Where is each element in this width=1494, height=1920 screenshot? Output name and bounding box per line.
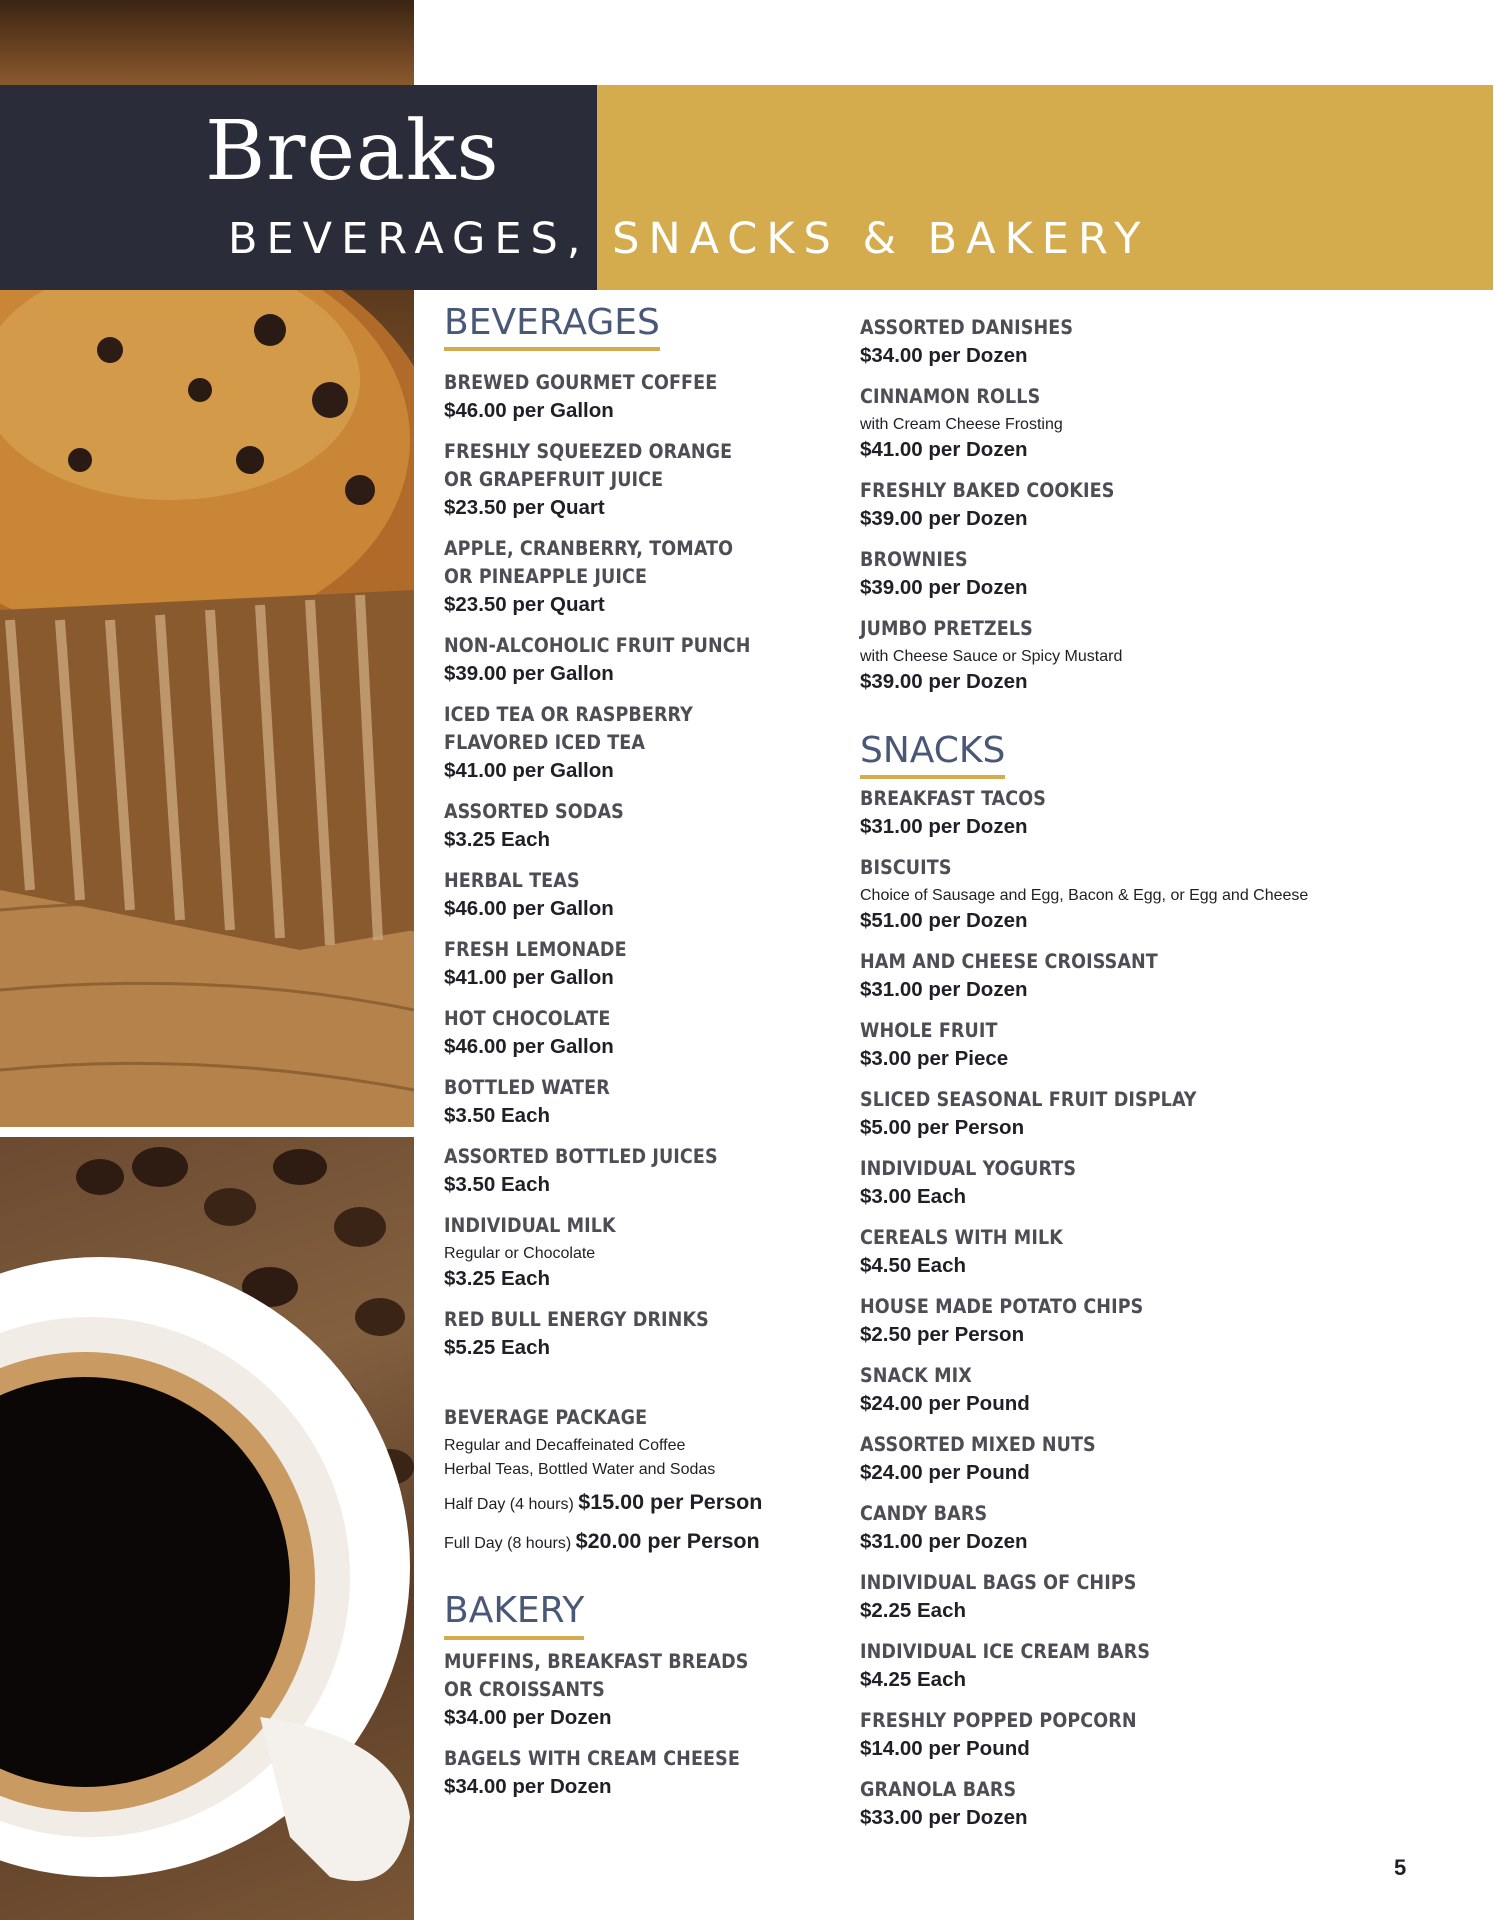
menu-item-name: WHOLE FRUIT <box>860 1019 998 1043</box>
menu-item-name: FRESHLY BAKED COOKIES <box>860 479 1115 502</box>
package-full-label: Full Day (8 hours) <box>444 1535 572 1553</box>
menu-item <box>860 1569 1490 1625</box>
menu-item-price: $3.25 Each <box>444 1267 550 1291</box>
package-half-label: Half Day (4 hours) <box>444 1496 574 1514</box>
package-half-day <box>444 1484 824 1523</box>
beverages-list <box>444 369 824 1362</box>
muffin-photo <box>0 290 414 1127</box>
menu-item-name: BREWED GOURMET COFFEE <box>444 371 718 395</box>
menu-item-description: Regular or Chocolate <box>444 1245 596 1263</box>
menu-item-price: $3.00 Each <box>860 1185 966 1209</box>
menu-item-name: FRESHLY POPPED POPCORN <box>860 1709 1137 1733</box>
menu-item-name: ASSORTED DANISHES <box>860 316 1074 339</box>
right-column <box>860 314 1490 1832</box>
menu-item-price: $3.00 per Piece <box>860 1047 1009 1071</box>
menu-item-name: CEREALS WITH MILK <box>860 1226 1063 1250</box>
menu-item-price: $51.00 per Dozen <box>860 909 1028 933</box>
menu-item-price: $3.25 Each <box>444 828 550 852</box>
menu-item-name: INDIVIDUAL BAGS OF CHIPS <box>860 1571 1137 1595</box>
menu-item <box>444 632 824 688</box>
menu-item-name: BROWNIES <box>860 548 968 571</box>
menu-item-name: APPLE, CRANBERRY, TOMATO OR PINEAPPLE JUICE <box>444 537 734 589</box>
menu-item <box>444 867 824 923</box>
top-photo-strip <box>0 0 414 86</box>
menu-item <box>860 1776 1490 1832</box>
menu-item <box>444 1648 824 1732</box>
menu-item <box>860 1500 1490 1556</box>
menu-item-description: with Cheese Sauce or Spicy Mustard <box>860 648 1123 665</box>
menu-item-price: $46.00 per Gallon <box>444 897 614 921</box>
menu-item <box>444 1005 824 1061</box>
menu-item <box>444 1745 824 1801</box>
menu-item-name: HAM AND CHEESE CROISSANT <box>860 950 1158 974</box>
menu-item-name: CANDY BARS <box>860 1502 988 1526</box>
menu-item-price: $5.25 Each <box>444 1336 550 1360</box>
bakery-heading: BAKERY <box>444 1590 584 1639</box>
menu-item-price: $41.00 per Dozen <box>860 438 1028 461</box>
snacks-list <box>860 785 1490 1832</box>
menu-item <box>860 1707 1490 1763</box>
menu-item <box>444 1212 824 1293</box>
menu-item-name: RED BULL ENERGY DRINKS <box>444 1308 709 1332</box>
menu-item-name: INDIVIDUAL MILK <box>444 1214 616 1238</box>
menu-item-price: $41.00 per Gallon <box>444 966 614 990</box>
menu-item-name: SNACK MIX <box>860 1364 972 1388</box>
menu-item-price: $24.00 per Pound <box>860 1461 1030 1485</box>
menu-item-name: GRANOLA BARS <box>860 1778 1017 1802</box>
menu-item-price: $39.00 per Dozen <box>860 576 1028 599</box>
package-half-price: $15.00 per Person <box>578 1490 763 1515</box>
snacks-heading: SNACKS <box>860 730 1005 779</box>
beverages-heading: BEVERAGES <box>444 302 660 351</box>
page-title: Breaks <box>205 104 500 199</box>
menu-item-name: FRESHLY SQUEEZED ORANGE OR GRAPEFRUIT JUICE <box>444 440 733 492</box>
menu-item-name: HERBAL TEAS <box>444 869 580 893</box>
menu-item-price: $39.00 per Gallon <box>444 662 614 686</box>
menu-item-name: ASSORTED SODAS <box>444 800 624 824</box>
menu-item <box>444 936 824 992</box>
menu-item <box>444 1306 824 1362</box>
menu-item <box>860 1224 1490 1280</box>
menu-item-description: with Cream Cheese Frosting <box>860 416 1063 433</box>
menu-item-price: $3.50 Each <box>444 1104 550 1128</box>
menu-item-price: $34.00 per Dozen <box>444 1705 612 1729</box>
menu-item-name: CINNAMON ROLLS <box>860 385 1041 408</box>
menu-item <box>860 1431 1490 1487</box>
menu-item-price: $46.00 per Gallon <box>444 1035 614 1059</box>
menu-item <box>444 1143 824 1199</box>
menu-item-price: $2.25 Each <box>860 1599 966 1623</box>
menu-item-name: ICED TEA OR RASPBERRY FLAVORED ICED TEA <box>444 703 693 755</box>
menu-item <box>860 314 1490 370</box>
menu-item-price: $24.00 per Pound <box>860 1392 1030 1416</box>
menu-item <box>444 701 824 785</box>
menu-item <box>444 798 824 854</box>
menu-item-name: BISCUITS <box>860 856 952 880</box>
menu-item <box>860 383 1490 464</box>
menu-item-price: $23.50 per Quart <box>444 496 605 520</box>
menu-item-name: BREAKFAST TACOS <box>860 787 1047 811</box>
menu-item <box>444 1074 824 1130</box>
menu-item <box>860 1293 1490 1349</box>
menu-item-price: $23.50 per Quart <box>444 593 605 617</box>
menu-item-name: SLICED SEASONAL FRUIT DISPLAY <box>860 1088 1197 1112</box>
menu-item-price: $39.00 per Dozen <box>860 670 1028 693</box>
package-full-day <box>444 1523 824 1562</box>
menu-item-price: $2.50 per Person <box>860 1323 1025 1347</box>
menu-item-name: NON-ALCOHOLIC FRUIT PUNCH <box>444 634 751 658</box>
menu-item-description: Choice of Sausage and Egg, Bacon & Egg, or Egg and Cheese <box>860 887 1309 905</box>
menu-item-name: HOT CHOCOLATE <box>444 1007 611 1031</box>
package-full-price: $20.00 per Person <box>575 1529 760 1554</box>
package-desc: Regular and Decaffeinated Coffee Herbal Teas, Bottled Water and Sodas <box>444 1437 716 1479</box>
menu-item <box>860 1086 1490 1142</box>
page-subtitle: BEVERAGES, SNACKS & BAKERY <box>228 214 1150 264</box>
package-name: BEVERAGE PACKAGE <box>444 1406 648 1430</box>
menu-item-name: HOUSE MADE POTATO CHIPS <box>860 1295 1144 1319</box>
menu-item-price: $41.00 per Gallon <box>444 759 614 783</box>
menu-item <box>860 948 1490 1004</box>
menu-item <box>860 1017 1490 1073</box>
left-column <box>444 302 824 1801</box>
menu-item-price: $31.00 per Dozen <box>860 1530 1028 1554</box>
menu-item <box>444 535 824 619</box>
coffee-cup-photo <box>0 1137 414 1920</box>
menu-item-name: JUMBO PRETZELS <box>860 617 1033 640</box>
menu-item-price: $34.00 per Dozen <box>860 344 1028 367</box>
menu-item <box>444 369 824 425</box>
menu-item-name: INDIVIDUAL ICE CREAM BARS <box>860 1640 1151 1664</box>
menu-item <box>860 477 1490 533</box>
menu-item <box>860 615 1490 696</box>
menu-item-price: $31.00 per Dozen <box>860 978 1028 1002</box>
menu-item <box>860 546 1490 602</box>
menu-item-price: $5.00 per Person <box>860 1116 1025 1140</box>
menu-item-name: ASSORTED BOTTLED JUICES <box>444 1145 718 1169</box>
menu-item <box>860 854 1490 935</box>
menu-item-name: ASSORTED MIXED NUTS <box>860 1433 1096 1457</box>
menu-item-price: $39.00 per Dozen <box>860 507 1028 530</box>
menu-item-price: $31.00 per Dozen <box>860 815 1028 839</box>
menu-item <box>860 1638 1490 1694</box>
menu-item-price: $33.00 per Dozen <box>860 1806 1028 1830</box>
menu-item <box>860 1155 1490 1211</box>
menu-item-price: $4.25 Each <box>860 1668 966 1692</box>
menu-item-price: $46.00 per Gallon <box>444 399 614 423</box>
menu-item-name: INDIVIDUAL YOGURTS <box>860 1157 1077 1181</box>
menu-item-price: $3.50 Each <box>444 1173 550 1197</box>
menu-item-name: BOTTLED WATER <box>444 1076 610 1100</box>
bakery-list-right <box>860 314 1490 696</box>
bakery-list-left <box>444 1648 824 1801</box>
menu-item <box>444 438 824 522</box>
menu-item-price: $14.00 per Pound <box>860 1737 1030 1761</box>
page-number: 5 <box>1394 1855 1407 1880</box>
menu-item-price: $34.00 per Dozen <box>444 1774 612 1798</box>
menu-item-price: $4.50 Each <box>860 1254 966 1278</box>
menu-item-name: BAGELS WITH CREAM CHEESE <box>444 1746 740 1770</box>
menu-item <box>860 1362 1490 1418</box>
menu-item-name: MUFFINS, BREAKFAST BREADS OR CROISSANTS <box>444 1649 749 1701</box>
beverage-package <box>444 1404 824 1562</box>
menu-item <box>860 785 1490 841</box>
menu-item-name: FRESH LEMONADE <box>444 938 627 962</box>
